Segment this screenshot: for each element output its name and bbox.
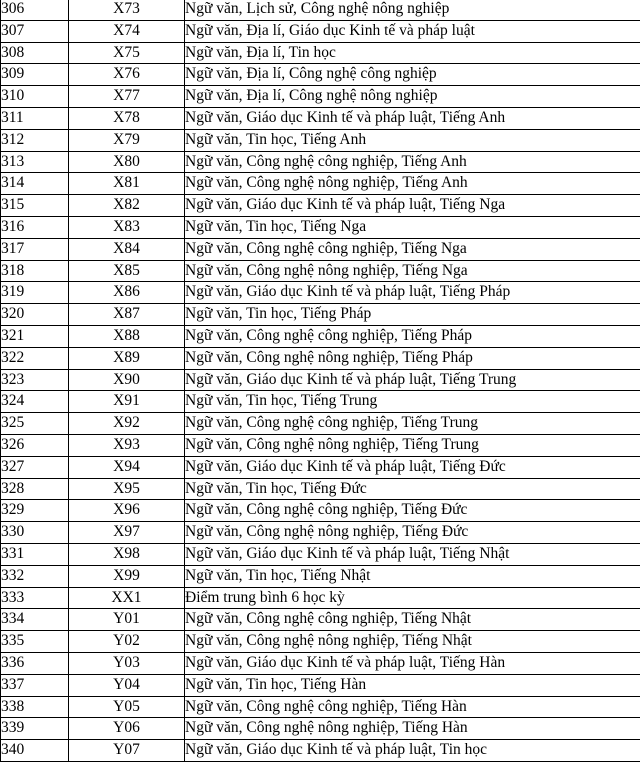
subjects-cell: Ngữ văn, Địa lí, Giáo dục Kinh tế và pháp luật [185,20,640,42]
combination-code-cell: Y07 [69,740,185,762]
combination-code-cell: X87 [69,304,185,326]
subjects-cell: Ngữ văn, Tin học, Tiếng Hàn [185,674,640,696]
row-number-cell: 325 [1,413,69,435]
combination-code-cell: X95 [69,478,185,500]
row-number-cell: 332 [1,565,69,587]
subjects-cell: Ngữ văn, Địa lí, Tin học [185,42,640,64]
combination-code-cell: X73 [69,0,185,20]
table-row [1,718,640,740]
subjects-cell: Ngữ văn, Địa lí, Công nghệ nông nghiệp [185,86,640,108]
row-number-cell: 338 [1,696,69,718]
row-number-cell: 309 [1,64,69,86]
row-number-cell: 333 [1,587,69,609]
combination-code-cell: Y04 [69,674,185,696]
combination-code-cell: Y05 [69,696,185,718]
row-number-cell: 335 [1,631,69,653]
combination-code-cell: X93 [69,434,185,456]
row-number-cell: 336 [1,652,69,674]
combination-code-cell: X84 [69,238,185,260]
table-row [1,260,640,282]
table-row [1,86,640,108]
combination-code-cell: X94 [69,456,185,478]
row-number-cell: 318 [1,260,69,282]
combination-code-cell: X83 [69,216,185,238]
table-row [1,129,640,151]
table-row [1,456,640,478]
row-number-cell: 322 [1,347,69,369]
table-row [1,42,640,64]
table-row [1,369,640,391]
combination-code-cell: X85 [69,260,185,282]
table-row [1,347,640,369]
table-row [1,107,640,129]
combination-code-cell: Y02 [69,631,185,653]
combination-code-cell: X92 [69,413,185,435]
combination-code-cell: X75 [69,42,185,64]
row-number-cell: 328 [1,478,69,500]
table-row [1,151,640,173]
table-row [1,696,640,718]
table-row [1,543,640,565]
table-row [1,238,640,260]
combination-code-cell: X96 [69,500,185,522]
row-number-cell: 313 [1,151,69,173]
row-number-cell: 340 [1,740,69,762]
combination-code-cell: Y01 [69,609,185,631]
combination-code-cell: X74 [69,20,185,42]
subjects-cell: Ngữ văn, Công nghệ nông nghiệp, Tiếng Hàn [185,718,640,740]
table-row [1,478,640,500]
subjects-cell: Ngữ văn, Tin học, Tiếng Nhật [185,565,640,587]
subjects-cell: Ngữ văn, Giáo dục Kinh tế và pháp luật, Tiếng Đức [185,456,640,478]
row-number-cell: 307 [1,20,69,42]
subjects-cell: Ngữ văn, Công nghệ công nghiệp, Tiếng Trung [185,413,640,435]
subjects-cell: Ngữ văn, Tin học, Tiếng Pháp [185,304,640,326]
combination-code-cell: X76 [69,64,185,86]
table-body [1,0,640,761]
subjects-cell: Ngữ văn, Công nghệ nông nghiệp, Tiếng Nhật [185,631,640,653]
row-number-cell: 331 [1,543,69,565]
table-row [1,609,640,631]
subjects-cell: Ngữ văn, Công nghệ công nghiệp, Tiếng Hàn [185,696,640,718]
row-number-cell: 315 [1,195,69,217]
combination-code-cell: X88 [69,325,185,347]
row-number-cell: 320 [1,304,69,326]
combination-code-cell: X77 [69,86,185,108]
subjects-cell: Ngữ văn, Công nghệ nông nghiệp, Tiếng Pháp [185,347,640,369]
table-row [1,434,640,456]
table-row [1,652,640,674]
table-row [1,587,640,609]
combination-code-cell: X97 [69,522,185,544]
row-number-cell: 330 [1,522,69,544]
subjects-cell: Ngữ văn, Tin học, Tiếng Anh [185,129,640,151]
subjects-cell: Ngữ văn, Công nghệ công nghiệp, Tiếng Anh [185,151,640,173]
combination-code-cell: X78 [69,107,185,129]
combination-code-cell: XX1 [69,587,185,609]
subjects-cell: Ngữ văn, Công nghệ nông nghiệp, Tiếng Nga [185,260,640,282]
table-row [1,195,640,217]
row-number-cell: 329 [1,500,69,522]
subjects-cell: Ngữ văn, Giáo dục Kinh tế và pháp luật, Tiếng Anh [185,107,640,129]
row-number-cell: 317 [1,238,69,260]
table-row [1,20,640,42]
subjects-cell: Ngữ văn, Công nghệ nông nghiệp, Tiếng Anh [185,173,640,195]
combination-code-cell: X90 [69,369,185,391]
combination-code-cell: X86 [69,282,185,304]
row-number-cell: 319 [1,282,69,304]
subjects-cell: Ngữ văn, Giáo dục Kinh tế và pháp luật, Tiếng Nhật [185,543,640,565]
table-row [1,674,640,696]
row-number-cell: 327 [1,456,69,478]
subjects-cell: Ngữ văn, Tin học, Tiếng Nga [185,216,640,238]
row-number-cell: 310 [1,86,69,108]
subjects-cell: Ngữ văn, Giáo dục Kinh tế và pháp luật, Tin học [185,740,640,762]
combination-code-cell: X82 [69,195,185,217]
subjects-cell: Ngữ văn, Lịch sử, Công nghệ nông nghiệp [185,0,640,20]
subjects-cell: Ngữ văn, Địa lí, Công nghệ công nghiệp [185,64,640,86]
table-row [1,391,640,413]
table-row [1,216,640,238]
table-row [1,522,640,544]
row-number-cell: 334 [1,609,69,631]
combination-code-cell: X91 [69,391,185,413]
subjects-cell: Ngữ văn, Tin học, Tiếng Trung [185,391,640,413]
combination-code-cell: Y03 [69,652,185,674]
row-number-cell: 324 [1,391,69,413]
subjects-cell: Ngữ văn, Công nghệ công nghiệp, Tiếng Nhật [185,609,640,631]
row-number-cell: 321 [1,325,69,347]
table-row [1,282,640,304]
combination-code-cell: X98 [69,543,185,565]
subjects-cell: Ngữ văn, Công nghệ công nghiệp, Tiếng Đức [185,500,640,522]
combination-code-cell: Y06 [69,718,185,740]
row-number-cell: 339 [1,718,69,740]
combination-code-cell: X79 [69,129,185,151]
subjects-cell: Ngữ văn, Công nghệ nông nghiệp, Tiếng Trung [185,434,640,456]
subjects-cell: Ngữ văn, Giáo dục Kinh tế và pháp luật, Tiếng Trung [185,369,640,391]
subjects-cell: Ngữ văn, Công nghệ nông nghiệp, Tiếng Đức [185,522,640,544]
table-row [1,304,640,326]
row-number-cell: 326 [1,434,69,456]
row-number-cell: 323 [1,369,69,391]
subjects-cell: Ngữ văn, Giáo dục Kinh tế và pháp luật, Tiếng Pháp [185,282,640,304]
combination-code-cell: X81 [69,173,185,195]
table-row [1,565,640,587]
row-number-cell: 308 [1,42,69,64]
table-row [1,325,640,347]
row-number-cell: 311 [1,107,69,129]
combination-code-cell: X99 [69,565,185,587]
row-number-cell: 314 [1,173,69,195]
subjects-cell: Ngữ văn, Giáo dục Kinh tế và pháp luật, Tiếng Hàn [185,652,640,674]
combination-code-cell: X80 [69,151,185,173]
table-row [1,740,640,762]
table-row [1,0,640,20]
subjects-cell: Ngữ văn, Tin học, Tiếng Đức [185,478,640,500]
table-row [1,64,640,86]
subjects-cell: Ngữ văn, Giáo dục Kinh tế và pháp luật, Tiếng Nga [185,195,640,217]
subjects-cell: Điểm trung bình 6 học kỳ [185,587,640,609]
combination-code-cell: X89 [69,347,185,369]
row-number-cell: 316 [1,216,69,238]
row-number-cell: 337 [1,674,69,696]
subjects-cell: Ngữ văn, Công nghệ công nghiệp, Tiếng Pháp [185,325,640,347]
table-row [1,413,640,435]
row-number-cell: 312 [1,129,69,151]
row-number-cell: 306 [1,0,69,20]
table-row [1,631,640,653]
subjects-cell: Ngữ văn, Công nghệ công nghiệp, Tiếng Nga [185,238,640,260]
table-row [1,173,640,195]
table-row [1,500,640,522]
